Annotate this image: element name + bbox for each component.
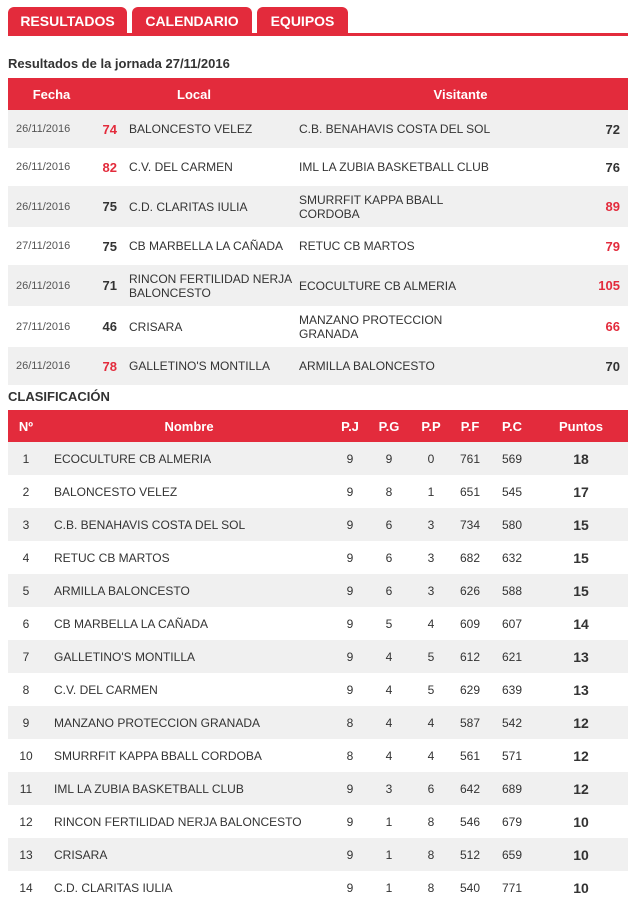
standings-row — [8, 739, 628, 772]
col-pp: P.P — [421, 418, 441, 434]
played: 9 — [334, 541, 366, 574]
result-date: 26/11/2016 — [8, 265, 95, 306]
points: 12 — [534, 772, 628, 805]
team-name[interactable]: C.D. CLARITAS IULIA — [44, 871, 334, 904]
away-team[interactable]: SMURRFIT KAPPA BBALL CORDOBA — [293, 186, 495, 227]
points: 10 — [534, 871, 628, 904]
won: 6 — [366, 574, 412, 607]
home-team[interactable]: CB MARBELLA LA CAÑADA — [123, 227, 293, 265]
points-against: 545 — [490, 475, 534, 508]
col-pg: P.G — [378, 418, 400, 434]
rank: 10 — [8, 739, 44, 772]
won: 9 — [366, 442, 412, 475]
away-score: 72 — [495, 110, 628, 148]
points-against: 580 — [490, 508, 534, 541]
team-name[interactable]: SMURRFIT KAPPA BBALL CORDOBA — [44, 739, 334, 772]
standings-row — [8, 772, 628, 805]
result-row — [8, 148, 628, 186]
home-team[interactable]: C.D. CLARITAS IULIA — [123, 186, 293, 227]
points-against: 679 — [490, 805, 534, 838]
lost: 8 — [412, 838, 450, 871]
col-visitante: Visitante — [433, 86, 488, 102]
home-team[interactable]: BALONCESTO VELEZ — [123, 110, 293, 148]
team-name[interactable]: RETUC CB MARTOS — [44, 541, 334, 574]
tab-equipos[interactable]: EQUIPOS — [257, 7, 348, 34]
points-for: 734 — [450, 508, 490, 541]
rank: 8 — [8, 673, 44, 706]
results-table — [8, 78, 628, 385]
away-score: 105 — [495, 265, 628, 306]
col-pc: P.C — [502, 418, 522, 434]
rank: 14 — [8, 871, 44, 904]
played: 9 — [334, 607, 366, 640]
lost: 0 — [412, 442, 450, 475]
team-name[interactable]: MANZANO PROTECCION GRANADA — [44, 706, 334, 739]
points-for: 642 — [450, 772, 490, 805]
lost: 4 — [412, 607, 450, 640]
lost: 3 — [412, 508, 450, 541]
tab-calendario[interactable]: CALENDARIO — [132, 7, 252, 34]
away-team[interactable]: IML LA ZUBIA BASKETBALL CLUB — [293, 148, 495, 186]
rank: 12 — [8, 805, 44, 838]
standings-row — [8, 541, 628, 574]
played: 9 — [334, 805, 366, 838]
played: 8 — [334, 739, 366, 772]
won: 1 — [366, 871, 412, 904]
team-name[interactable]: CB MARBELLA LA CAÑADA — [44, 607, 334, 640]
points-for: 629 — [450, 673, 490, 706]
team-name[interactable]: C.B. BENAHAVIS COSTA DEL SOL — [44, 508, 334, 541]
result-date: 27/11/2016 — [8, 227, 95, 265]
lost: 8 — [412, 871, 450, 904]
standings-row — [8, 640, 628, 673]
col-local: Local — [177, 86, 211, 102]
points-against: 639 — [490, 673, 534, 706]
points-for: 682 — [450, 541, 490, 574]
won: 6 — [366, 508, 412, 541]
points: 10 — [534, 805, 628, 838]
won: 6 — [366, 541, 412, 574]
home-team[interactable]: CRISARA — [123, 306, 293, 347]
result-date: 27/11/2016 — [8, 306, 95, 347]
won: 4 — [366, 739, 412, 772]
lost: 8 — [412, 805, 450, 838]
away-score: 70 — [495, 347, 628, 385]
points: 12 — [534, 739, 628, 772]
rank: 9 — [8, 706, 44, 739]
points-against: 607 — [490, 607, 534, 640]
lost: 3 — [412, 574, 450, 607]
col-pj: P.J — [341, 418, 359, 434]
points: 13 — [534, 640, 628, 673]
played: 9 — [334, 871, 366, 904]
home-team[interactable]: C.V. DEL CARMEN — [123, 148, 293, 186]
points-against: 689 — [490, 772, 534, 805]
points-for: 587 — [450, 706, 490, 739]
team-name[interactable]: C.V. DEL CARMEN — [44, 673, 334, 706]
lost: 4 — [412, 739, 450, 772]
lost: 4 — [412, 706, 450, 739]
rank: 3 — [8, 508, 44, 541]
standings-row — [8, 442, 628, 475]
team-name[interactable]: GALLETINO'S MONTILLA — [44, 640, 334, 673]
standings-row — [8, 838, 628, 871]
rank: 1 — [8, 442, 44, 475]
rank: 4 — [8, 541, 44, 574]
lost: 5 — [412, 673, 450, 706]
away-team[interactable]: C.B. BENAHAVIS COSTA DEL SOL — [293, 110, 495, 148]
played: 9 — [334, 838, 366, 871]
home-score: 78 — [95, 347, 123, 385]
lost: 3 — [412, 541, 450, 574]
played: 9 — [334, 442, 366, 475]
won: 4 — [366, 673, 412, 706]
points-for: 651 — [450, 475, 490, 508]
result-date: 26/11/2016 — [8, 148, 95, 186]
won: 8 — [366, 475, 412, 508]
won: 1 — [366, 838, 412, 871]
played: 9 — [334, 475, 366, 508]
standings-row — [8, 475, 628, 508]
col-num: Nº — [18, 418, 34, 434]
result-row — [8, 265, 628, 306]
col-pf: P.F — [460, 418, 480, 434]
points-against: 569 — [490, 442, 534, 475]
result-row — [8, 227, 628, 265]
won: 3 — [366, 772, 412, 805]
away-team[interactable]: ECOCULTURE CB ALMERIA — [293, 265, 495, 306]
rank: 13 — [8, 838, 44, 871]
won: 4 — [366, 706, 412, 739]
points-against: 621 — [490, 640, 534, 673]
team-name[interactable]: IML LA ZUBIA BASKETBALL CLUB — [44, 772, 334, 805]
lost: 6 — [412, 772, 450, 805]
result-row — [8, 306, 628, 347]
standings-row — [8, 607, 628, 640]
standings-title: CLASIFICACIÓN — [8, 389, 110, 404]
tab-resultados[interactable]: RESULTADOS — [8, 7, 127, 34]
standings-row — [8, 673, 628, 706]
played: 8 — [334, 706, 366, 739]
points: 17 — [534, 475, 628, 508]
points-for: 612 — [450, 640, 490, 673]
standings-row — [8, 805, 628, 838]
tab-underline — [8, 33, 628, 36]
points: 15 — [534, 574, 628, 607]
results-title: Resultados de la jornada 27/11/2016 — [8, 56, 230, 71]
home-score: 74 — [95, 110, 123, 148]
rank: 5 — [8, 574, 44, 607]
points-against: 771 — [490, 871, 534, 904]
team-name[interactable]: ARMILLA BALONCESTO — [44, 574, 334, 607]
points-against: 571 — [490, 739, 534, 772]
points: 15 — [534, 508, 628, 541]
rank: 2 — [8, 475, 44, 508]
standings-row — [8, 574, 628, 607]
points: 14 — [534, 607, 628, 640]
played: 9 — [334, 673, 366, 706]
col-puntos: Puntos — [558, 418, 604, 434]
result-date: 26/11/2016 — [8, 347, 95, 385]
rank: 7 — [8, 640, 44, 673]
home-team[interactable]: RINCON FERTILIDAD NERJA BALONCESTO — [123, 265, 293, 306]
team-name[interactable]: ECOCULTURE CB ALMERIA — [44, 442, 334, 475]
team-name[interactable]: RINCON FERTILIDAD NERJA BALONCESTO — [44, 805, 334, 838]
lost: 5 — [412, 640, 450, 673]
points-for: 512 — [450, 838, 490, 871]
home-score: 75 — [95, 227, 123, 265]
tab-bar — [8, 7, 348, 34]
points-for: 609 — [450, 607, 490, 640]
points: 18 — [534, 442, 628, 475]
home-score: 75 — [95, 186, 123, 227]
away-score: 79 — [495, 227, 628, 265]
rank: 11 — [8, 772, 44, 805]
points-for: 561 — [450, 739, 490, 772]
points-for: 540 — [450, 871, 490, 904]
home-team[interactable]: GALLETINO'S MONTILLA — [123, 347, 293, 385]
standings-row — [8, 871, 628, 904]
result-date: 26/11/2016 — [8, 186, 95, 227]
won: 4 — [366, 640, 412, 673]
home-score: 82 — [95, 148, 123, 186]
home-score: 46 — [95, 306, 123, 347]
standings-row — [8, 508, 628, 541]
points-against: 542 — [490, 706, 534, 739]
points-for: 546 — [450, 805, 490, 838]
away-team[interactable]: MANZANO PROTECCION GRANADA — [293, 306, 495, 347]
points-for: 761 — [450, 442, 490, 475]
away-score: 76 — [495, 148, 628, 186]
points: 10 — [534, 838, 628, 871]
col-fecha: Fecha — [32, 86, 71, 102]
standings-table — [8, 410, 628, 904]
result-row — [8, 186, 628, 227]
points-against: 659 — [490, 838, 534, 871]
played: 9 — [334, 640, 366, 673]
standings-row — [8, 706, 628, 739]
played: 9 — [334, 508, 366, 541]
points-against: 632 — [490, 541, 534, 574]
team-name[interactable]: CRISARA — [44, 838, 334, 871]
lost: 1 — [412, 475, 450, 508]
result-date: 26/11/2016 — [8, 110, 95, 148]
played: 9 — [334, 574, 366, 607]
away-team[interactable]: ARMILLA BALONCESTO — [293, 347, 495, 385]
won: 1 — [366, 805, 412, 838]
points-against: 588 — [490, 574, 534, 607]
points: 12 — [534, 706, 628, 739]
away-score: 66 — [495, 306, 628, 347]
team-name[interactable]: BALONCESTO VELEZ — [44, 475, 334, 508]
points-for: 626 — [450, 574, 490, 607]
points: 15 — [534, 541, 628, 574]
rank: 6 — [8, 607, 44, 640]
points: 13 — [534, 673, 628, 706]
result-row — [8, 347, 628, 385]
away-team[interactable]: RETUC CB MARTOS — [293, 227, 495, 265]
played: 9 — [334, 772, 366, 805]
col-nombre: Nombre — [164, 418, 214, 434]
away-score: 89 — [495, 186, 628, 227]
result-row — [8, 110, 628, 148]
home-score: 71 — [95, 265, 123, 306]
won: 5 — [366, 607, 412, 640]
